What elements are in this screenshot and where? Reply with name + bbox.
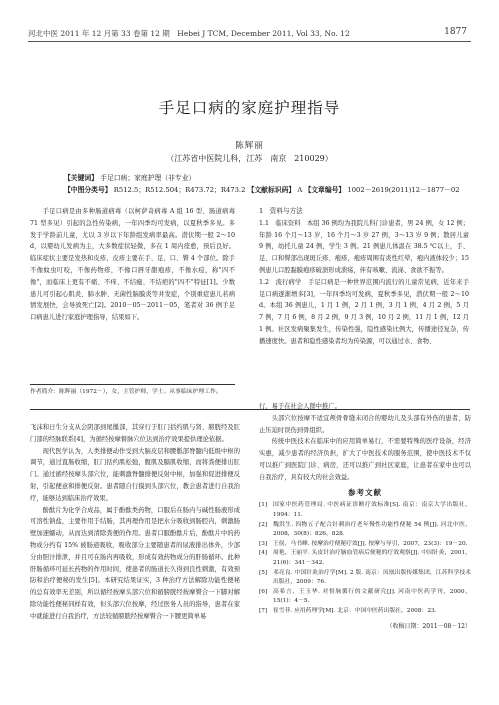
doc-code-value: A [297,186,303,194]
reference-number: [4] [259,550,268,557]
intro-paragraph: 手足口病是由多种肠道病毒（以柯萨奇病毒 A 组 16 型、肠道病毒 71 型多见）引起的急性传染病，一年四季均可发病，以夏秋季多见。多发于学龄前儿童，尤以 3 岁以下年龄组发病率最高。潜伏期一般 2～10 d，以婴幼儿发病为主，大多数症状轻微，多在 1 周内痊愈，预后良好。临床症状主要是发热和皮疹，皮疹主要在手、足、口、臀 4 个部位。除手不像蚊虫叮咬，不像药物疹，不像口唇牙龈疱疹，不像水痘，称"四不像"，而临床上更有不痛、不痒、不结痂、不结疤的"四不"特征[1]。少数患儿可引起心肌炎、肺水肿、无菌性脑膜炎等并发症，个别重症患儿若病情发展快，会导致死亡[2]。2010－05－2011－05，笔者对 36 例手足口病患儿进行家庭护理指导，结果如下。 [30,208,235,322]
received-date: （收稿日期：2011－08－12） [386,622,471,630]
reference-item [259,540,471,550]
reference-number: [7] [259,607,268,614]
reference-item [259,501,471,520]
section-heading: 1 资料与方法 [259,207,303,215]
reference-text: 魏洪生. 四物五子配合针刺治疗老年慢性功能性便秘 54 例[J]. 河北中医，2008，30(8)：826，828. [273,521,471,538]
running-header [28,28,471,40]
reference-item [259,521,471,540]
methods-column [259,206,469,348]
body-right-column [259,401,471,632]
classification-line [64,184,460,194]
reference-text: 高希言，王玉华. 对督脉循行的文献研究[J]. 河南中医药学刊，2000，15(1)：4－5. [273,588,471,605]
reference-text: 王侯，马书峰. 按摩治疗便秘疗效[J]. 按摩与导引，2007，23(3)：19－20. [273,540,468,547]
body-left-column [30,422,240,623]
reference-number: [1] [259,502,268,509]
article-no-value: 1002－2619(2011)12－1877－02 [347,186,460,194]
article-no-label: 【文章编号】 [304,186,346,194]
body-paragraph: 头部穴位按摩不适宜颅骨骨缝未闭合的婴幼儿及头部有外伤的患者，防止压迫时误伤到骨组织。 [259,414,471,434]
keywords-text: 手足口病；家庭护理（非专业） [100,174,196,182]
author-name: 陈辉丽 [235,141,264,151]
page-number: 1877 [444,27,467,37]
clc-label: 【中图分类号】 [64,186,112,194]
reference-number: [6] [259,588,268,595]
keywords-label: 【关键词】 [64,174,98,182]
author-affiliation: （江苏省中医院儿科，江苏 南京 210029） [166,154,333,163]
reference-list [259,501,471,616]
footnote-rule [30,384,235,385]
reference-item [259,588,471,607]
reference-text: 邓亮良. 中国针灸治疗学[M]. 2 版. 南京：凤凰出版传媒集团，江苏科学技术出版社，2009：76. [273,569,471,586]
reference-text: 周艳，王丽平. 头皮针治疗脑血管病后便秘的疗效观察[J]. 中国针灸，2001，21(6)：341－342. [273,550,471,566]
epidemiology-paragraph: 1.2 流行病学 手足口病是一种世界范围内流行的儿童常见病，近年来手足口病逐渐增多[3]，一年四季均可发病，夏秋季多见，潜伏期一般 2～10 d。本组 36 例患儿，1 月 1 例，2 月 1 例，3 月 1 例，4 月 2 例，5 月 7 例，7 月 6 例，8 月 2 例，9 月 3 例，10 月 2 例，11 月 1 例，12 月 1 例。社区发病聚集发生，传染性强，隐性感染比例大，传播途径复杂，传播速度快。患者和隐性感染者均为传染源，可以通过水、食物、 [259,278,469,345]
journal-line: 河北中医 2011 年 12 月第 33 卷第 12 期 Hebei J TCM, December 2011, Vol 33, No. 12 [28,29,350,38]
doc-code-label: 【文献标识码】 [247,186,296,194]
reference-number: [5] [259,569,268,576]
reference-item [259,549,471,568]
reference-item [259,569,471,588]
article-title: 手足口病的家庭护理指导 [158,99,341,117]
intro-column [30,206,235,324]
reference-item [259,607,471,617]
clinical-data-paragraph: 1.1 临床资料 本组 36 例均为我院儿科门诊患者，男 24 例，女 12 例；年龄 16 个月～13 岁，16 个月～3 岁 27 例，3～13 岁 9 例；散居儿童 9 例，幼托儿童 24 例，学生 3 例。21 例患儿体温在 38.5 ℃以上，手、足、口和臀部出现斑丘疹、疱疹，疱疹周围有炎性红晕，疱内液体较少；15 例患儿口腔黏膜疱疹破溃形成溃疡，伴有咳嗽、流涕、食欲不振等。 [259,219,469,274]
body-paragraph: 传统中医技术在临床中的应用简单易行，不需要特殊的医疗设备，经济实惠，减少患者的经济负担，扩大了中医技术的服务范围，使中医技术不仅可以推广到医院门诊、病房，还可以推广到社区家庭，让患者在家中也可以自我治疗，具有较大的社会效益。 [259,438,471,481]
keywords-line [64,172,195,182]
header-rule [28,41,471,42]
author-footnote: 作者简介：陈辉丽（1972－），女，主管护师，学士。从事临床护理工作。 [30,389,222,395]
body-paragraph: 现代医学认为，人类排便动作受到大脑皮层和腰骶部脊髓内低级中枢的调节，通过直肠收缩，肛门括约肌松弛，腹肌及膈肌收缩，而将粪便排出肛门。通过循经按摩头部穴位，能刺激脊髓排便反射中枢，加强和促进排便反射，引起便意和排便反射。患者随自行摸到头部穴位，教会患者进行自我治疗，能够达到临床治疗效果。 [30,447,240,502]
reference-number: [3] [259,540,268,547]
reference-text: 国家中医药管理局. 中医病证诊断疗效标准[S]. 南京：南京大学出版社，1994：11. [273,502,471,518]
reference-number: [2] [259,521,268,528]
reference-text: 崔雪菲. 应用药理学[M]. 北京：中国中医药出版社，2008：23. [273,607,437,614]
clc-value: R512.5；R512.504；R473.72；R473.2 [113,186,246,194]
body-paragraph: 酚酞片为化学合成品，属于酚酞类药物，口服后在肠内与碱性肠液形成可溶性钠盐，主要作用于结肠，其再理作用是把水分吸收到肠腔内，刺激肠壁加速蠕动，从而达到清除粪便的作用。患者口服酚酞片后，酚酞片中的药物成分约有 15% 被肠道吸收，吸收部分主要随患者的尿液排出体外，少部分由胆汁排泄，并且可在肠内再吸收，形成有效药物成分的肝肠循环。此种肝肠循环可延长药物的作用时间，使患者的肠道长久得到良性刺激，有效预防和治疗便秘的发生[5]。本研究结果证实，3 种治疗方法解除功能性便秘的总有效率无差别，所以循经按摩头部穴位和循膀胱经按摩臀合一下脚对解除功能性便秘同样有效，但头部穴位按摩，经过医务人员的指导，患者在家中就能进行自我治疗，方法较循膀胱经按摩臀合一下腰更简单易 [30,506,240,620]
references-heading: 参考文献 [348,487,382,497]
body-paragraph: 飞沫和日生分支从会阴部到尾骶部，其穿行于肛门括约肌与肾、膀胱经及肛门部的经脉联系[4]，为循经按摩督脉穴位达到治疗效果提供理论依据。 [30,424,240,443]
body-paragraph: 行，易于在社会人群中推广。 [259,403,341,410]
